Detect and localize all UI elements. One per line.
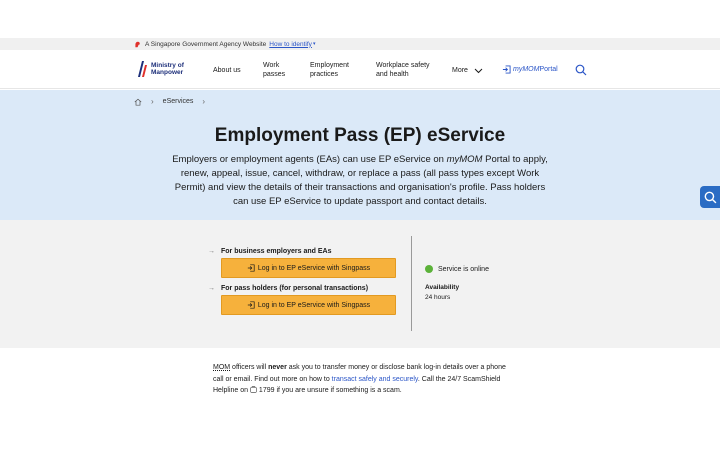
group-employers-label	[208, 248, 331, 255]
transact-safely-link[interactable]: transact safely and securely	[331, 375, 418, 383]
mom-emblem-icon	[136, 59, 149, 79]
helpline-number: 1799	[258, 387, 275, 394]
divider	[411, 236, 412, 331]
pass-holder-login-button[interactable]	[221, 295, 396, 315]
notice-part2: ask you to transfer money or disclose bank log-in details over a phone call or email. Find out more on how to	[213, 364, 506, 383]
nav-safety-line2: and health	[376, 71, 409, 78]
main-navbar	[0, 50, 720, 89]
service-status	[425, 265, 489, 273]
search-icon	[704, 191, 717, 204]
breadcrumb-eservices[interactable]: eServices	[162, 98, 194, 105]
portal-suffix: Portal	[539, 66, 558, 73]
nav-work-line2: passes	[263, 71, 286, 78]
logo-line2: Manpower	[151, 69, 184, 76]
nav-safety-line1: Workplace safety	[376, 62, 430, 69]
notice-part1: officers will	[230, 364, 269, 371]
status-online-icon	[425, 265, 433, 273]
logo-line1: Ministry of	[151, 62, 184, 69]
desc-part1: Employers or employment agents (EAs) can use EP eService on	[172, 154, 447, 165]
employer-login-button[interactable]	[221, 258, 396, 278]
search-icon[interactable]	[575, 64, 587, 76]
login-icon	[247, 264, 255, 272]
notice-part4: if you are unsure if something is a scam.	[274, 387, 402, 394]
group-pass-holders-label	[208, 285, 368, 292]
availability-value: 24 hours	[425, 294, 451, 301]
page-description	[170, 153, 550, 209]
mom-abbr: MOM	[213, 364, 231, 371]
nav-work-passes[interactable]	[263, 61, 285, 79]
how-to-identify-link[interactable]: How to identify	[269, 40, 312, 48]
portal-italic: MOM	[522, 66, 540, 73]
arrow-right-icon: →	[208, 248, 215, 255]
floating-search-button[interactable]	[700, 186, 720, 208]
notice-bold: never	[268, 364, 287, 371]
nav-emp-line2: practices	[310, 71, 339, 78]
nav-work-line1: Work	[263, 62, 280, 69]
notice-part3: . Call the 24/7 ScamShield Helpline on	[213, 375, 501, 394]
group-pass-holders-text: For pass holders (for personal transactions)	[221, 285, 369, 292]
top-blank-area	[0, 0, 720, 38]
lion-icon	[134, 41, 141, 48]
pass-holder-login-label: Log in to EP eService with Singpass	[257, 301, 371, 309]
arrow-right-icon: →	[208, 285, 215, 292]
group-employers-text: For business employers and EAs	[221, 248, 332, 255]
gov-banner-text: A Singapore Government Agency Website	[145, 40, 267, 48]
nav-employment-practices[interactable]	[310, 61, 349, 79]
login-icon	[247, 301, 255, 309]
hero-section	[0, 90, 720, 220]
chevron-right-icon: ›	[202, 97, 206, 106]
portal-prefix: my	[513, 66, 523, 73]
mom-logo[interactable]	[136, 59, 184, 79]
chevron-right-icon: ›	[151, 97, 154, 106]
gov-banner	[0, 38, 720, 50]
desc-part2: Portal to apply, renew, appeal, issue, cancel, withdraw, or replace a pass (all pass types except Work Permit) and view the details of their transactions and organisation's profile. Pass holders can use EP eService to update passport and contact details.	[174, 154, 548, 207]
chevron-down-icon	[474, 68, 483, 74]
desc-italic: myMOM	[446, 154, 483, 165]
chevron-down-icon[interactable]: ▾	[312, 41, 316, 47]
phone-icon	[250, 386, 257, 393]
breadcrumb	[134, 97, 214, 106]
login-icon	[502, 65, 511, 74]
service-panel	[0, 220, 720, 348]
availability-title: Availability	[425, 284, 460, 291]
nav-workplace-safety[interactable]	[376, 61, 430, 79]
nav-more-label: More	[452, 67, 468, 74]
scam-notice	[213, 362, 513, 397]
mymom-portal-link[interactable]	[502, 65, 558, 74]
page-title: Employment Pass (EP) eService	[214, 125, 506, 146]
nav-emp-line1: Employment	[310, 62, 349, 69]
status-text: Service is online	[438, 265, 489, 273]
employer-login-label: Log in to EP eService with Singpass	[257, 264, 371, 272]
home-icon[interactable]	[134, 98, 142, 106]
nav-more[interactable]	[452, 66, 483, 75]
nav-about-us[interactable]: About us	[213, 67, 241, 74]
